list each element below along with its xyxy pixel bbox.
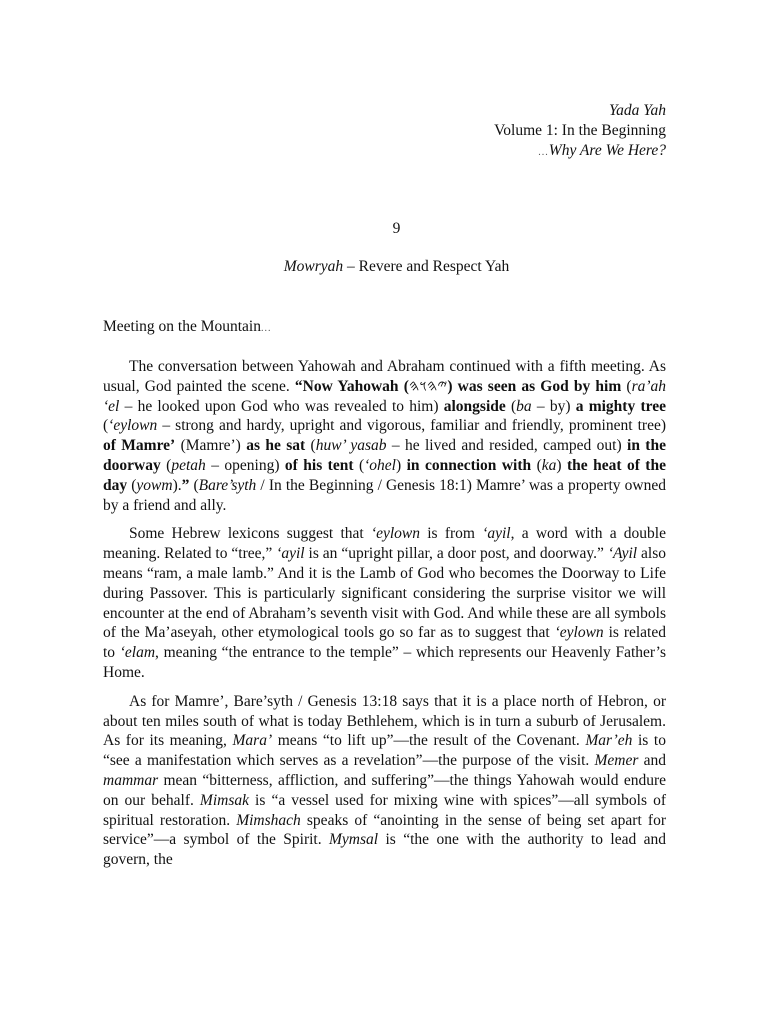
italic-run: petah (171, 456, 206, 474)
text-run: ( (189, 476, 199, 494)
bold-run: in connection with (406, 456, 532, 474)
bold-run: a mighty tree (575, 397, 666, 415)
subtitle-ellipsis: ... (538, 147, 549, 158)
text-run: is an “upright pillar, a door post, and doorway.” (304, 545, 608, 563)
text-run: 𐤉𐤄𐤅𐤄 (408, 377, 448, 395)
running-header (494, 101, 666, 163)
text-run: is “a vessel used for mixing wine with spices”—all symbols of spiritual restoration. (103, 791, 666, 829)
bold-run: of his tent (284, 456, 354, 474)
text-run: means “to lift up”—the result of the Covenant. (272, 732, 586, 750)
text-run: – he looked upon God who was revealed to him) (119, 397, 444, 415)
italic-run: ‘elam (119, 644, 156, 662)
body-text (103, 357, 666, 879)
section-title: Meeting on the Mountain (103, 318, 261, 335)
text-run: (Mamre’) (175, 437, 247, 455)
text-run: ( (621, 377, 632, 395)
italic-run: ‘eylown (554, 624, 604, 642)
text-run: – he lived and resided, camped out) (386, 437, 628, 455)
italic-run: Mymsal (329, 831, 379, 849)
bold-run: in the doorway (103, 437, 666, 474)
text-run: also means “ram, a male lamb.” And it is the Lamb of God who becomes the Doorway to Life during Passover. This is particularly significant considering the surprise visitor we will encounter at the end of Abraham’s seventh visit with God. And while these are all symbols of the Ma’aseyah, other etymological tools go so far as to suggest that (103, 545, 666, 642)
text-run: is related to (103, 624, 666, 662)
text-run: ( (127, 476, 137, 494)
text-run: The conversation between Yahowah and Abraham continued with a fifth meeting. As usual, God painted the scene. (103, 358, 666, 395)
bold-run: ” (181, 476, 190, 494)
text-run: mean “bitterness, affliction, and suffering”—the things Yahowah would endure on our behalf. (103, 771, 666, 809)
text-run: As for Mamre’, Bare’syth / Genesis 13:18 says that it is a place north of Hebron, or about ten miles south of what is today Bethlehem, which is in turn a suburb of Jerusalem. As for its meaning, (103, 692, 666, 750)
italic-run: mammar (103, 771, 159, 789)
volume-title: Volume 1: In the Beginning (494, 122, 666, 139)
italic-run: ba (516, 397, 532, 415)
paragraph (103, 524, 666, 682)
italic-run: Memer (594, 752, 639, 770)
bold-run: ) was seen as God by him (447, 377, 622, 395)
italic-run: Mimsak (199, 791, 249, 809)
text-run: is to “see a manifestation which serves as a revelation”—the purpose of the visit. (103, 732, 666, 770)
italic-run: huw’ yasab (315, 437, 387, 455)
book-title: Yada Yah (608, 102, 666, 119)
italic-run: ‘ayil (276, 545, 305, 563)
text-run: / In the Beginning / Genesis 18:1) Mamre’ was a property owned by a friend and ally. (103, 476, 666, 514)
text-run: , meaning “the entrance to the temple” – which represents our Heavenly Father’s Home. (103, 644, 666, 681)
text-run: ( (505, 397, 517, 415)
text-run: Some Hebrew lexicons suggest that (129, 525, 371, 543)
italic-run: ‘eylown (370, 525, 421, 543)
italic-run: Mara’ (232, 732, 273, 750)
text-run: is from (420, 525, 483, 543)
bold-run: of Mamre’ (103, 437, 176, 455)
chapter-title (0, 258, 768, 276)
text-run: – strong and hardy, upright and vigorous, familiar and friendly, prominent tree) (157, 417, 666, 435)
italic-run: Bare’syth (198, 476, 257, 494)
section-ellipsis: ... (261, 323, 272, 334)
chapter-number: 9 (392, 220, 401, 237)
volume-subtitle (494, 141, 666, 163)
text-run: , a word with a double meaning. Related to “tree,” (103, 525, 666, 563)
text-run: ( (353, 456, 365, 474)
italic-run: yowm (136, 476, 173, 494)
subtitle-text: Why Are We Here? (548, 142, 666, 159)
italic-run: ka (541, 456, 557, 474)
text-run: ( (160, 456, 172, 474)
chapter-title-hebrew: Mowryah (283, 258, 344, 275)
bold-run: alongside (443, 397, 506, 415)
italic-run: ra’ah ‘el (103, 377, 667, 415)
text-run: ( (531, 456, 542, 474)
paragraph (103, 357, 666, 515)
chapter-title-rest: – Revere and Respect Yah (343, 258, 510, 275)
text-run: – opening) (205, 456, 285, 474)
text-run: is “the one with the authority to lead and govern, the (103, 831, 666, 869)
text-run: – by) (531, 397, 576, 415)
bold-run: the heat of the day (103, 456, 666, 494)
section-heading (103, 318, 272, 336)
bold-run: “Now Yahowah ( (294, 377, 409, 395)
italic-run: Mar’eh (585, 732, 633, 750)
italic-run: ‘Ayil (607, 545, 638, 563)
text-run: ) (556, 456, 567, 474)
italic-run: Mimshach (236, 811, 301, 829)
italic-run: ‘ohel (364, 456, 396, 474)
text-run: ( (103, 417, 109, 435)
paragraph (103, 692, 666, 870)
bold-run: as he sat (246, 437, 306, 455)
text-run: ) (395, 456, 407, 474)
text-run: ( (305, 437, 316, 455)
italic-run: ‘eylown (108, 417, 158, 435)
italic-run: ‘ayil (482, 525, 511, 543)
text-run: ). (172, 476, 182, 494)
text-run: and (638, 752, 666, 770)
text-run: speaks of “anointing in the sense of being set apart for service”—a symbol of the Spirit. (103, 811, 666, 849)
